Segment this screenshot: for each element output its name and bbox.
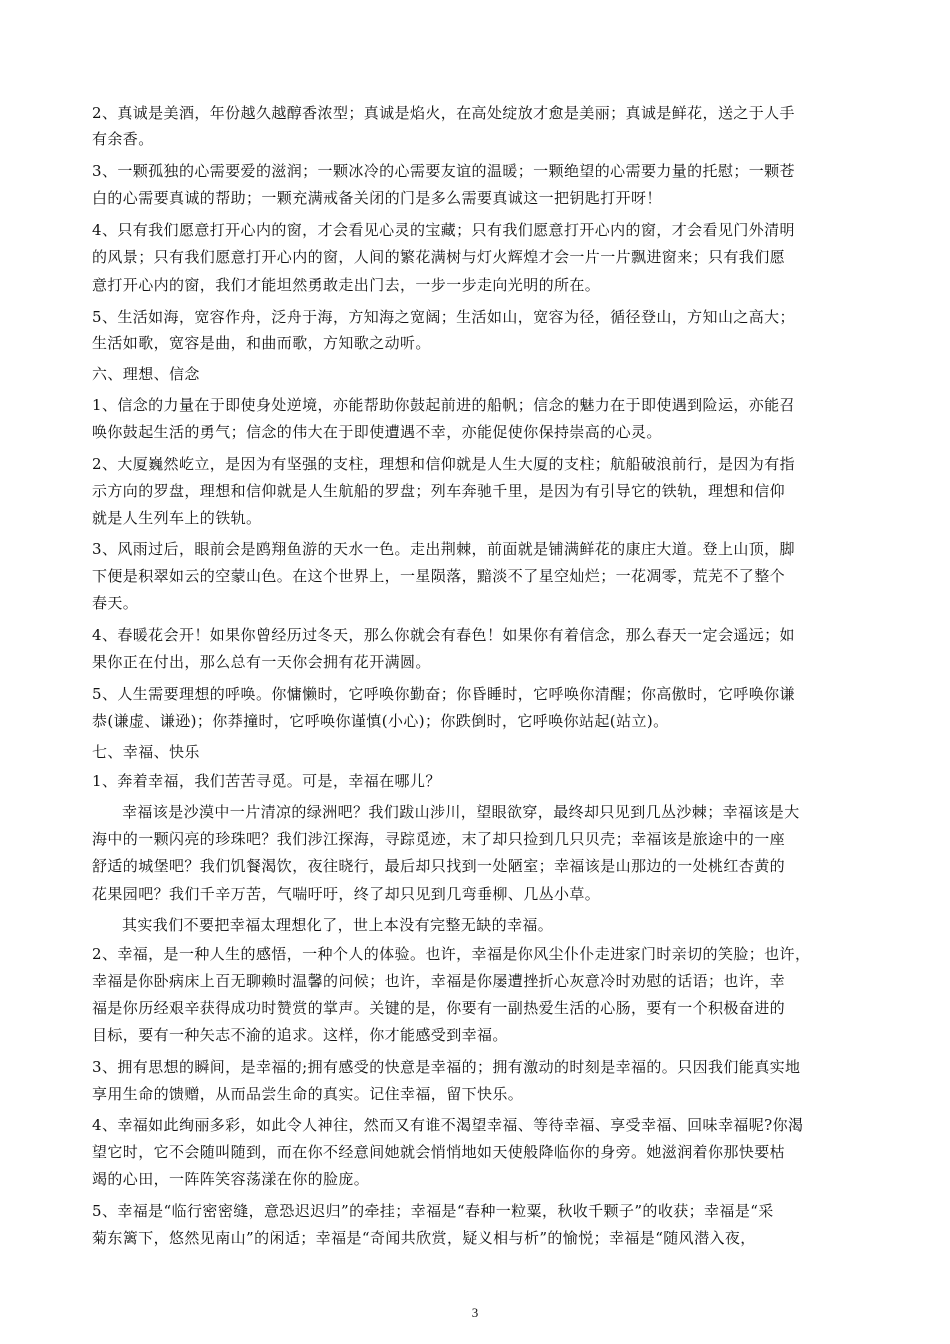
text-line: 3、风雨过后，眼前会是鸥翔鱼游的天水一色。走出荆棘，前面就是铺满鲜花的康庄大道。登上山顶，脚 [92,540,795,558]
text-line: 1、信念的力量在于即使身处逆境，亦能帮助你鼓起前进的船帆；信念的魅力在于即使遇到险运，亦能召 [92,396,795,414]
text-line: 示方向的罗盘，理想和信仰就是人生航船的罗盘；列车奔驰千里，是因为有引导它的铁轨，理想和信仰 [92,482,786,500]
text-line: 3、一颗孤独的心需要爱的滋润；一颗冰冷的心需要友谊的温暖；一颗绝望的心需要力量的托慰；一颗苍 [92,162,795,180]
text-line: 4、春暖花会开！如果你曾经历过冬天，那么你就会有春色！如果你有着信念，那么春天一定会遥远；如 [92,626,795,644]
text-line: 2、大厦巍然屹立，是因为有坚强的支柱，理想和信仰就是人生大厦的支柱；航船破浪前行，是因为有指 [92,455,795,473]
text-line: 菊东篱下，悠然见南山”的闲适；幸福是“奇闻共欣赏，疑义相与析”的愉悦；幸福是“随风潜入夜， [92,1229,756,1247]
text-line: 2、真诚是美酒，年份越久越醇香浓型；真诚是焰火，在高处绽放才愈是美丽；真诚是鲜花，送之于人手 [92,104,795,122]
page-number: 3 [471,1305,479,1320]
text-line: 3、拥有思想的瞬间，是幸福的;拥有感受的快意是幸福的；拥有激动的时刻是幸福的。只因我们能真实地 [92,1058,801,1076]
text-line: 春天。 [92,594,139,612]
text-line: 5、幸福是“临行密密缝，意恐迟迟归”的牵挂；幸福是“春种一粒粟，秋收千颗子”的收获；幸福是“采 [92,1202,774,1220]
text-line: 1、奔着幸福，我们苦苦寻觅。可是，幸福在哪儿？ [92,772,441,790]
text-line: 下便是积翠如云的空蒙山色。在这个世界上，一星陨落，黯淡不了星空灿烂；一花凋零，荒芜不了整个 [92,567,786,585]
text-line: 5、生活如海，宽容作舟，泛舟于海，方知海之宽阔；生活如山，宽容为径，循径登山，方知山之高大； [92,308,795,326]
text-line: 2、幸福，是一种人生的感悟，一种个人的体验。也许，幸福是你风尘仆仆走进家门时亲切的笑脸；也许， [92,945,811,963]
text-line: 4、幸福如此绚丽多彩，如此令人神往，然而又有谁不渴望幸福、等待幸福、享受幸福、回味幸福呢?你渴 [92,1116,804,1134]
text-line: 唤你鼓起生活的勇气；信念的伟大在于即使遭遇不幸，亦能促使你保持崇高的心灵。 [92,423,662,441]
section-heading: 七、幸福、快乐 [92,743,200,761]
text-line: 果你正在付出，那么总有一天你会拥有花开满圆。 [92,653,431,671]
text-line: 望它时，它不会随叫随到，而在你不经意间她就会悄悄地如天使般降临你的身旁。她滋润着你那快要枯 [92,1143,786,1161]
section-heading: 六、理想、信念 [92,365,200,383]
text-line: 5、人生需要理想的呼唤。你慵懒时，它呼唤你勤奋；你昏睡时，它呼唤你清醒；你高傲时，它呼唤你谦 [92,685,795,703]
text-line: 意打开心内的窗，我们才能坦然勇敢走出门去，一步一步走向光明的所在。 [92,276,601,294]
text-line: 有余香。 [92,130,154,148]
text-line: 幸福该是沙漠中一片清凉的绿洲吧？我们跋山涉川，望眼欲穿，最终却只见到几丛沙棘；幸福该是大 [122,803,800,821]
text-line: 4、只有我们愿意打开心内的窗，才会看见心灵的宝藏；只有我们愿意打开心内的窗，才会看见门外清明 [92,221,795,239]
text-line: 海中的一颗闪亮的珍珠吧？我们涉江探海，寻踪觅迹，末了却只捡到几只贝壳；幸福该是旅途中的一座 [92,830,786,848]
text-line: 舒适的城堡吧？我们饥餐渴饮，夜往晓行，最后却只找到一处陋室；幸福该是山那边的一处桃红杏黄的 [92,857,786,875]
text-line: 幸福是你卧病床上百无聊赖时温馨的问候；也许，幸福是你屡遭挫折心灰意冷时劝慰的话语；也许，幸 [92,972,786,990]
text-line: 竭的心田，一阵阵笑容荡漾在你的脸庞。 [92,1170,370,1188]
text-line: 白的心需要真诚的帮助；一颗充满戒备关闭的门是多么需要真诚这一把钥匙打开呀！ [92,189,662,207]
text-line: 福是你历经艰辛获得成功时赞赏的掌声。关键的是，你要有一副热爱生活的心肠，要有一个积极奋进的 [92,999,786,1017]
text-line: 享用生命的馈赠，从而品尝生命的真实。记住幸福，留下快乐。 [92,1085,524,1103]
text-line: 花果园吧？我们千辛万苦，气喘吁吁，终了却只见到几弯垂柳、几丛小草。 [92,885,601,903]
text-line: 就是人生列车上的铁轨。 [92,509,262,527]
text-line: 恭(谦虚、谦逊)；你莽撞时，它呼唤你谨慎(小心)；你跌倒时，它呼唤你站起(站立)。 [92,712,669,730]
text-line: 生活如歌，宽容是曲，和曲而歌，方知歌之动听。 [92,334,431,352]
text-line: 目标，要有一种矢志不渝的追求。这样，你才能感受到幸福。 [92,1026,508,1044]
text-line: 的风景；只有我们愿意打开心内的窗，人间的繁花满树与灯火辉煌才会一片一片飘进窗来；只有我们愿 [92,248,786,266]
text-line: 其实我们不要把幸福太理想化了，世上本没有完整无缺的幸福。 [122,916,554,934]
